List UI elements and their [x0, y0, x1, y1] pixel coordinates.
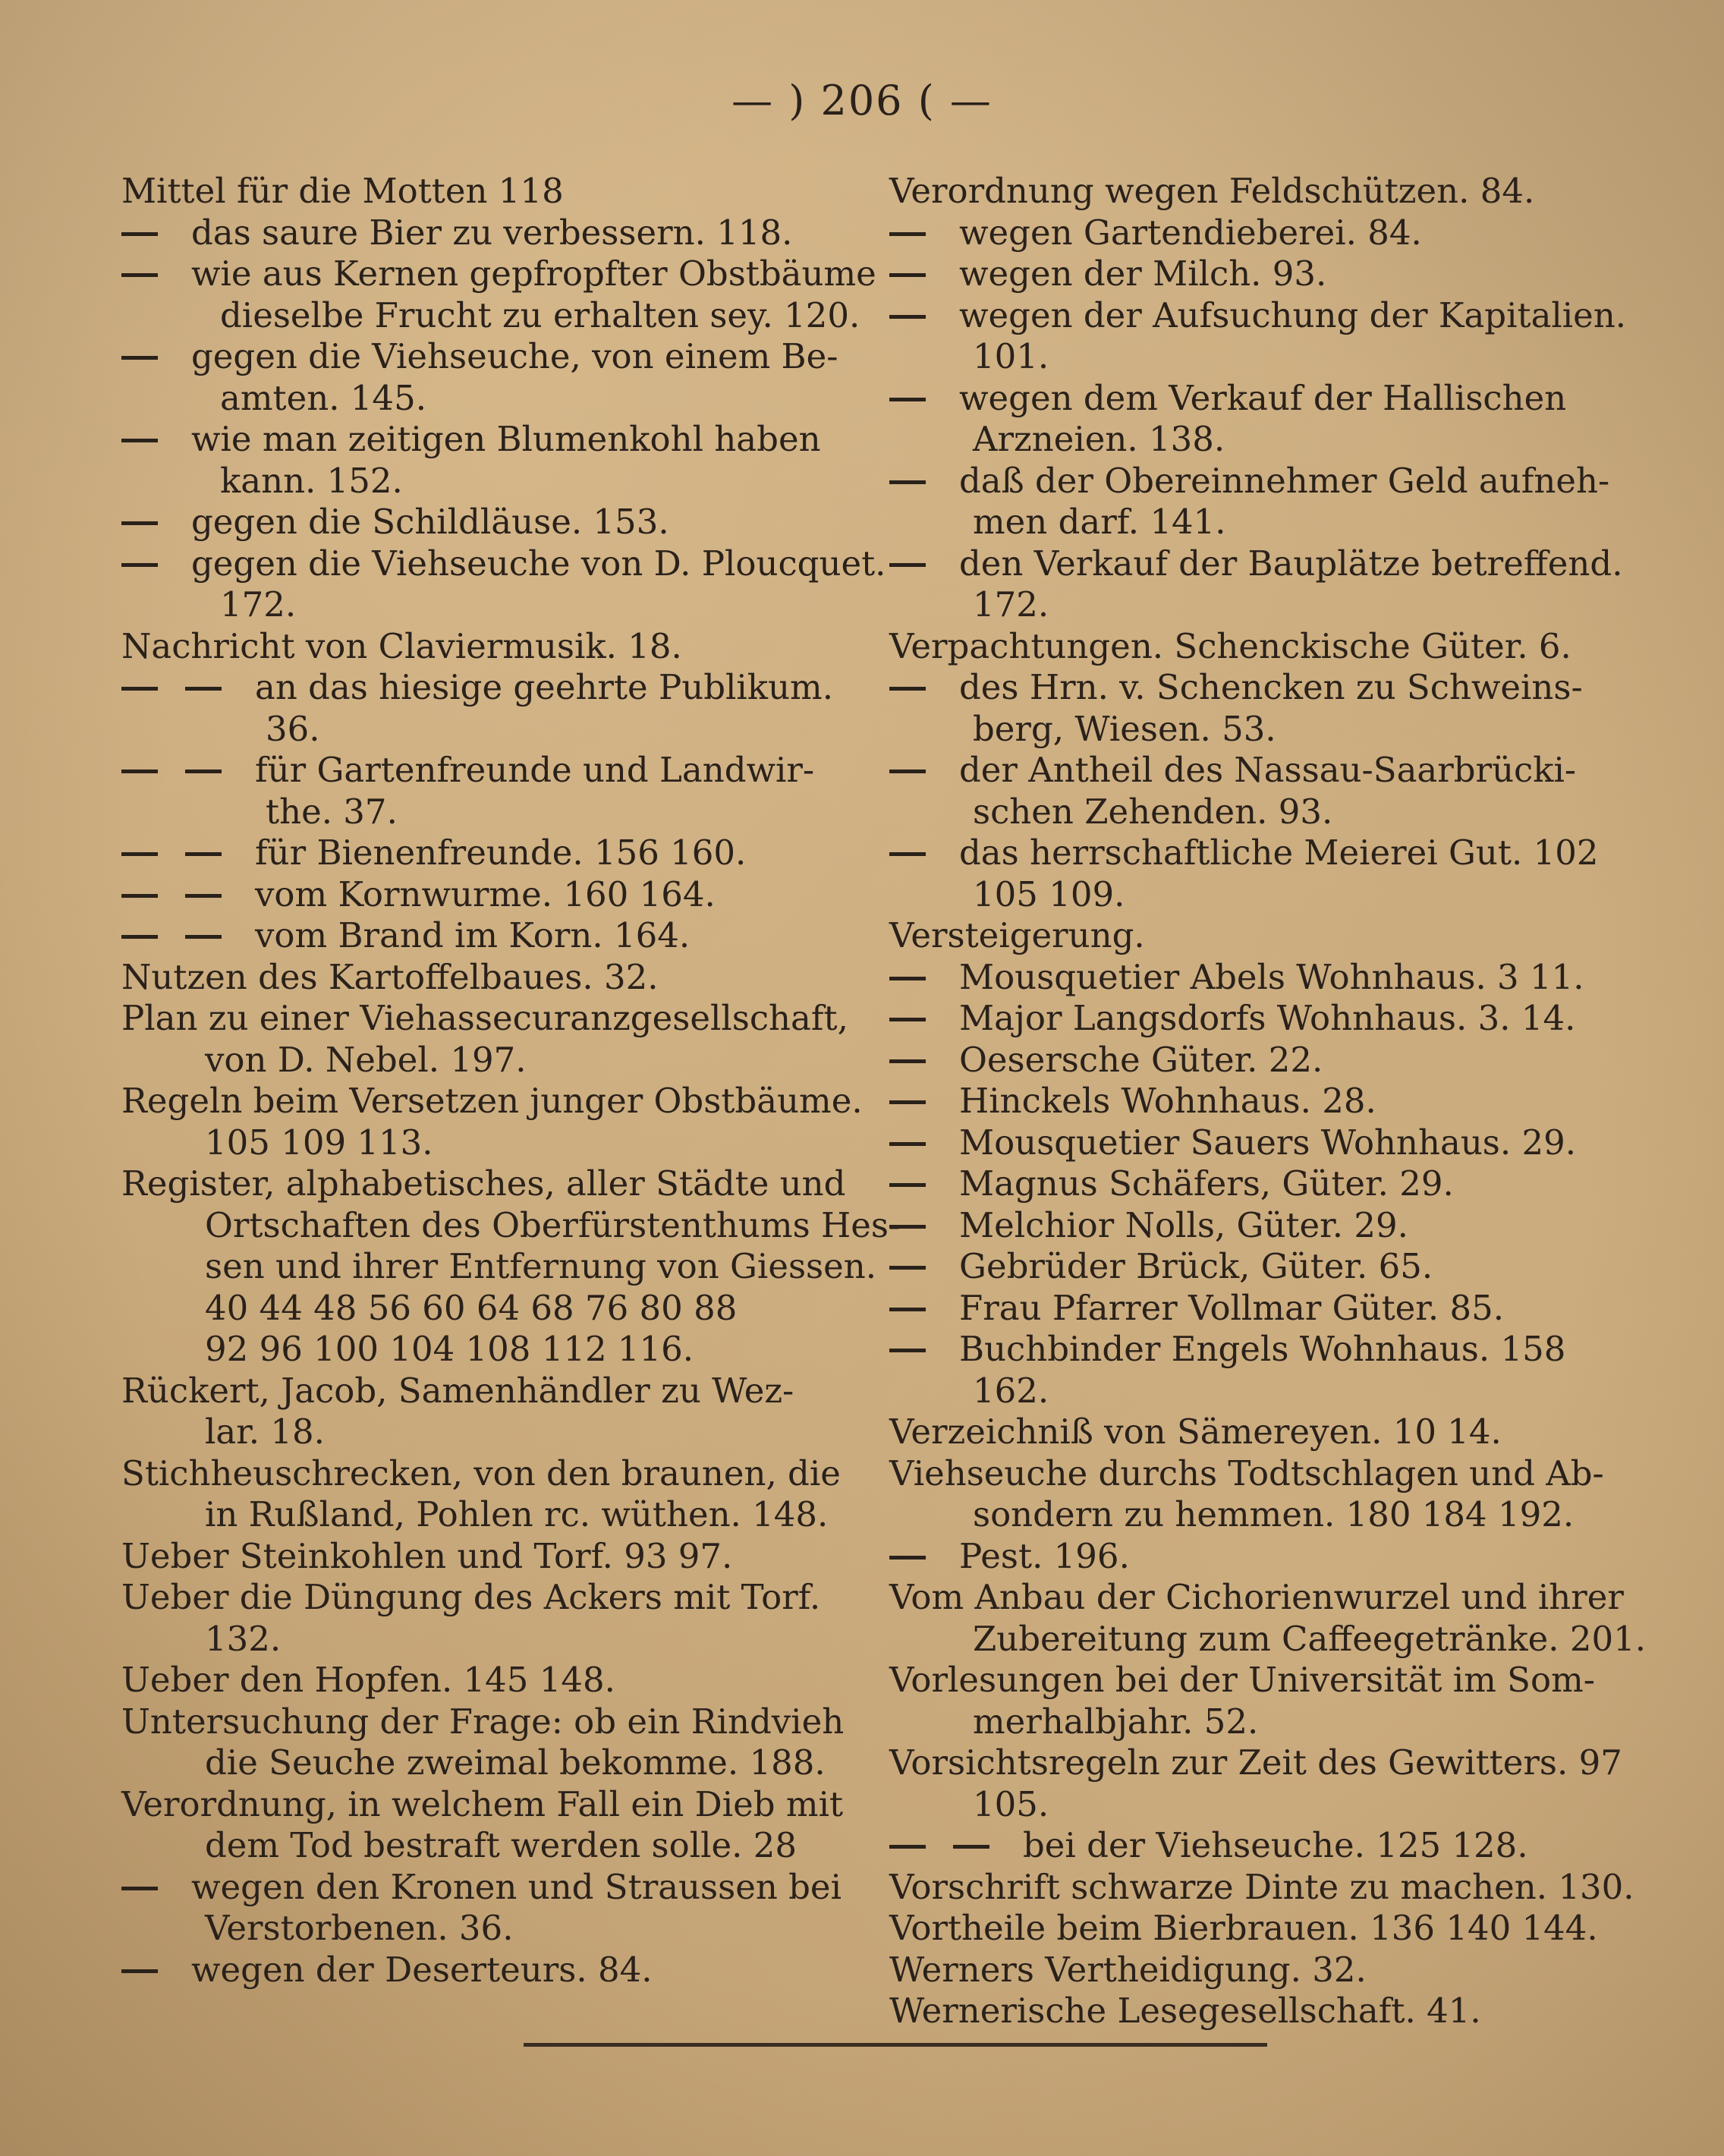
index-entry — [889, 915, 1618, 957]
index-entry-text: Verpachtungen. Schenckische Güter. 6. — [889, 625, 1571, 666]
index-entry-text: wie man zeitigen Blumenkohl haben — [191, 419, 821, 459]
index-entry — [121, 1329, 873, 1371]
index-entry-text: den Verkauf der Bauplätze betreffend. — [959, 543, 1623, 584]
ditto-dash — [889, 852, 926, 856]
index-entry — [889, 212, 1618, 254]
index-entry — [121, 253, 876, 295]
index-entry — [889, 171, 1618, 212]
index-entry-text: gegen die Viehseuche von D. Ploucquet. — [191, 543, 886, 584]
ditto-dash — [889, 1142, 926, 1146]
index-entry — [121, 295, 873, 337]
index-entry-text: Hinckels Wohnhaus. 28. — [959, 1081, 1376, 1121]
index-entry-text: Pest. 196. — [959, 1535, 1130, 1576]
index-entry — [889, 626, 1618, 668]
index-entry-text: 101. — [973, 336, 1049, 376]
index-entry — [121, 1536, 873, 1578]
ditto-dash — [121, 273, 158, 277]
ditto-dash — [121, 356, 158, 360]
index-entry — [889, 1412, 1618, 1453]
ditto-dash — [889, 1308, 926, 1311]
index-entry-text: sondern zu hemmen. 180 184 192. — [973, 1494, 1575, 1534]
index-entry-text: 132. — [205, 1618, 282, 1659]
index-entry-text: Buchbinder Engels Wohnhaus. 158 — [959, 1329, 1566, 1369]
index-entry — [121, 171, 873, 212]
index-entry-text: das herrschaftliche Meierei Gut. 102 — [959, 832, 1599, 873]
ditto-dash — [121, 232, 158, 236]
index-entry — [121, 874, 873, 916]
ditto-dash — [889, 273, 926, 277]
ditto-dash — [121, 439, 158, 442]
ditto-dash — [889, 1183, 926, 1187]
index-entry-text: in Rußland, Pohlen rc. wüthen. 148. — [205, 1494, 829, 1534]
index-entry — [121, 1825, 873, 1867]
index-entry — [121, 1371, 873, 1412]
index-entry — [121, 1122, 873, 1164]
index-entry-text: wegen der Deserteurs. 84. — [191, 1949, 653, 1990]
index-entry-text: Mousquetier Sauers Wohnhaus. 29. — [959, 1122, 1577, 1163]
index-entry-text: Versteigerung. — [889, 915, 1145, 955]
index-entry-text: Vom Anbau der Cichorienwurzel und ihrer — [889, 1577, 1624, 1617]
index-entry-text: wegen der Aufsuchung der Kapitalien. — [959, 294, 1627, 335]
index-entry — [889, 502, 1618, 543]
index-entry-text: Rückert, Jacob, Samenhändler zu Wez- — [121, 1370, 794, 1411]
ditto-dash — [889, 1349, 926, 1352]
index-entry-text: für Bienenfreunde. 156 160. — [255, 832, 747, 873]
index-entry-text: Register, alphabetisches, aller Städte und — [121, 1163, 846, 1204]
index-entry-text: von D. Nebel. 197. — [205, 1039, 527, 1080]
index-entry-text: wegen den Kronen und Straussen bei — [191, 1866, 842, 1907]
index-entry — [121, 1784, 873, 1826]
index-entry-text: lar. 18. — [205, 1412, 325, 1452]
ditto-dash — [889, 480, 926, 484]
ditto-dash — [889, 1266, 926, 1270]
index-entry — [889, 1040, 1618, 1081]
index-entry-text: berg, Wiesen. 53. — [973, 708, 1276, 749]
index-entry — [121, 378, 873, 420]
index-entry-text: 162. — [973, 1370, 1049, 1411]
index-entry — [889, 253, 1618, 295]
index-entry — [121, 1163, 873, 1205]
ditto-dash — [889, 315, 926, 319]
index-entry — [889, 1205, 1618, 1247]
index-entry — [121, 750, 873, 792]
index-entry-text: Verordnung, in welchem Fall ein Dieb mit — [121, 1783, 844, 1824]
index-entry — [889, 1122, 1618, 1164]
index-column-left — [121, 171, 901, 1991]
index-entry-text: Zubereitung zum Caffeegetränke. 201. — [973, 1618, 1647, 1659]
index-entry-text: des Hrn. v. Schencken zu Schweins- — [959, 667, 1583, 707]
index-entry — [889, 1701, 1618, 1743]
index-entry-text: the. 37. — [266, 791, 398, 832]
ditto-dash — [185, 770, 222, 773]
ditto-dash — [953, 1845, 989, 1849]
index-entry — [121, 1040, 873, 1081]
index-entry-text: Verzeichniß von Sämereyen. 10 14. — [889, 1412, 1502, 1452]
index-entry — [889, 1825, 1618, 1867]
ditto-dash — [185, 894, 222, 898]
index-entry — [889, 1081, 1618, 1122]
index-entry — [121, 1494, 873, 1536]
index-entry — [889, 1494, 1618, 1536]
index-entry-text: wegen Gartendieberei. 84. — [959, 212, 1422, 253]
index-entry-text: wegen dem Verkauf der Hallischen — [959, 377, 1567, 418]
index-entry-text: die Seuche zweimal bekomme. 188. — [205, 1742, 826, 1783]
index-entry — [889, 709, 1618, 751]
ditto-dash — [121, 852, 158, 856]
index-entry — [889, 1288, 1618, 1330]
index-entry — [889, 294, 1627, 337]
ditto-dash — [121, 563, 158, 567]
ditto-dash — [889, 1845, 926, 1849]
index-entry-text: das saure Bier zu verbessern. 118. — [191, 212, 793, 253]
index-entry-text: Verstorbenen. 36. — [205, 1908, 514, 1948]
index-entry-text: Ortschaften des Oberfürstenthums Hes- — [205, 1204, 901, 1245]
index-entry — [121, 1081, 873, 1122]
index-entry — [889, 957, 1618, 999]
ditto-dash — [185, 687, 222, 691]
index-entry — [121, 626, 873, 668]
index-entry-text: Vorschrift schwarze Dinte zu machen. 130. — [889, 1866, 1634, 1907]
index-entry — [889, 667, 1618, 709]
index-entry-text: men darf. 141. — [973, 502, 1226, 542]
index-entry-text: Mittel für die Motten 118 — [121, 171, 564, 211]
index-entry-text: Melchior Nolls, Güter. 29. — [959, 1204, 1408, 1245]
index-entry — [889, 336, 1618, 378]
ditto-dash — [185, 935, 222, 939]
index-entry — [121, 584, 873, 626]
index-entry-text: Untersuchung der Frage: ob ein Rindvieh — [121, 1701, 845, 1742]
index-entry-text: Arzneien. 138. — [973, 419, 1225, 459]
index-entry-text: 92 96 100 104 108 112 116. — [205, 1329, 694, 1369]
index-entry — [121, 915, 873, 957]
index-entry — [889, 1453, 1618, 1495]
index-entry-text: 36. — [266, 708, 320, 749]
index-entry-text: daß der Obereinnehmer Geld aufneh- — [959, 460, 1610, 501]
index-entry-text: 105 109. — [973, 873, 1125, 914]
index-entry — [889, 1950, 1618, 1991]
index-entry-text: Regeln beim Versetzen junger Obstbäume. — [121, 1081, 863, 1121]
index-entry-text: Magnus Schäfers, Güter. 29. — [959, 1163, 1454, 1204]
index-entry-text: Vorlesungen bei der Universität im Som- — [889, 1660, 1595, 1700]
index-entry-text: dem Tod bestraft werden solle. 28 — [205, 1825, 797, 1865]
index-entry — [121, 1619, 873, 1660]
index-entry — [889, 1866, 1634, 1909]
ditto-dash — [121, 521, 158, 525]
ditto-dash — [889, 687, 926, 691]
index-entry — [121, 1412, 873, 1453]
index-entry-text: 172. — [220, 584, 297, 625]
index-entry — [121, 1701, 873, 1743]
index-entry-text: Gebrüder Brück, Güter. 65. — [959, 1246, 1433, 1286]
index-entry — [889, 584, 1618, 626]
index-entry-text: Nachricht von Claviermusik. 18. — [121, 625, 682, 666]
index-entry-text: sen und ihrer Entfernung von Giessen. — [205, 1246, 877, 1286]
index-entry-text: Plan zu einer Viehassecuranzgesellschaft, — [121, 998, 848, 1038]
page-number: — ) 206 ( — — [731, 77, 993, 124]
index-entry — [121, 212, 873, 254]
ditto-dash — [889, 1556, 926, 1560]
ditto-dash — [889, 977, 926, 980]
ditto-dash — [121, 1969, 158, 1973]
index-entry-text: Vorsichtsregeln zur Zeit des Gewitters. 97 — [889, 1742, 1622, 1783]
ditto-dash — [889, 232, 926, 236]
index-entry-text: kann. 152. — [220, 460, 403, 501]
index-entry-text: wie aus Kernen gepfropfter Obstbäume — [191, 253, 876, 294]
index-entry-text: Werners Vertheidigung. 32. — [889, 1949, 1367, 1990]
ditto-dash — [889, 1018, 926, 1021]
index-entry — [121, 709, 873, 751]
index-entry — [889, 1991, 1618, 2032]
index-entry-text: der Antheil des Nassau-Saarbrücki- — [959, 750, 1577, 790]
index-entry-text: merhalbjahr. 52. — [973, 1701, 1259, 1742]
index-entry-text: Frau Pfarrer Vollmar Güter. 85. — [959, 1287, 1505, 1328]
index-entry-text: Viehseuche durchs Todtschlagen und Ab- — [889, 1453, 1604, 1493]
index-entry — [889, 1246, 1618, 1288]
index-entry-text: Ueber den Hopfen. 145 148. — [121, 1660, 615, 1700]
index-entry-text: Vortheile beim Bierbrauen. 136 140 144. — [889, 1908, 1598, 1948]
index-entry-text: 40 44 48 56 60 64 68 76 80 88 — [205, 1287, 738, 1328]
index-entry — [121, 792, 873, 833]
ditto-dash — [889, 1059, 926, 1063]
index-entry — [121, 1204, 901, 1247]
index-entry-text: 172. — [973, 584, 1049, 625]
index-entry — [121, 1577, 873, 1619]
index-entry-text: Ueber die Düngung des Ackers mit Torf. — [121, 1577, 821, 1617]
index-entry-text: vom Kornwurme. 160 164. — [255, 873, 716, 914]
index-entry — [889, 1163, 1618, 1205]
index-entry — [889, 419, 1618, 461]
index-entry-text: gegen die Viehseuche, von einem Be- — [191, 336, 838, 376]
index-entry-text: Mousquetier Abels Wohnhaus. 3 11. — [959, 956, 1584, 997]
index-entry — [889, 1371, 1618, 1412]
ditto-dash — [121, 935, 158, 939]
index-entry-text: 105 109 113. — [205, 1122, 433, 1163]
index-entry-text: Stichheuschrecken, von den braunen, die — [121, 1453, 841, 1493]
ditto-dash — [121, 1887, 158, 1890]
index-entry — [889, 1618, 1647, 1660]
index-entry — [889, 461, 1618, 502]
index-entry — [889, 1742, 1622, 1784]
index-entry — [889, 874, 1618, 916]
index-entry — [121, 543, 886, 585]
ditto-dash — [185, 852, 222, 856]
index-entry-text: für Gartenfreunde und Landwir- — [255, 750, 815, 790]
index-entry-text: an das hiesige geehrte Publikum. — [255, 667, 834, 707]
index-entry — [121, 1867, 873, 1909]
index-entry — [121, 336, 873, 378]
index-entry — [121, 1950, 873, 1991]
index-entry — [121, 998, 873, 1040]
index-entry-text: bei der Viehseuche. 125 128. — [1023, 1825, 1528, 1865]
index-entry-text: gegen die Schildläuse. 153. — [191, 502, 669, 542]
index-entry — [121, 1246, 877, 1288]
index-entry-text: Ueber Steinkohlen und Torf. 93 97. — [121, 1535, 733, 1576]
index-entry — [121, 667, 873, 709]
index-entry — [889, 832, 1618, 874]
index-entry — [889, 1329, 1618, 1371]
index-entry — [889, 998, 1618, 1040]
index-entry-text: Nutzen des Kartoffelbaues. 32. — [121, 956, 659, 997]
ditto-dash — [889, 1225, 926, 1229]
index-entry-text: Wernerische Lesegesellschaft. 41. — [889, 1991, 1481, 2031]
index-entry-text: vom Brand im Korn. 164. — [255, 915, 691, 955]
index-entry — [889, 1577, 1624, 1619]
index-entry-text: schen Zehenden. 93. — [973, 791, 1333, 832]
index-entry — [889, 1660, 1618, 1701]
ditto-dash — [889, 770, 926, 773]
index-entry-text: Major Langsdorfs Wohnhaus. 3. 14. — [959, 998, 1576, 1038]
index-entry-text: dieselbe Frucht zu erhalten sey. 120. — [220, 294, 860, 335]
index-column-right — [889, 171, 1647, 2032]
index-entry — [121, 502, 873, 543]
index-entry — [889, 750, 1618, 792]
index-entry — [121, 461, 873, 502]
index-entry — [889, 378, 1618, 420]
index-entry — [121, 1288, 873, 1330]
index-entry — [889, 543, 1623, 585]
index-entry-text: wegen der Milch. 93. — [959, 253, 1327, 294]
ditto-dash — [121, 687, 158, 691]
ditto-dash — [889, 1100, 926, 1104]
index-entry — [889, 792, 1618, 833]
index-entry — [121, 1742, 873, 1784]
index-entry — [889, 1536, 1618, 1578]
index-entry-text: amten. 145. — [220, 377, 426, 418]
ditto-dash — [889, 398, 926, 401]
index-entry — [121, 1908, 873, 1950]
footer-rule — [524, 2043, 1267, 2047]
index-entry-text: 105. — [973, 1783, 1049, 1824]
ditto-dash — [121, 894, 158, 898]
index-entry — [121, 1453, 873, 1495]
ditto-dash — [889, 563, 926, 567]
index-entry-text: Oesersche Güter. 22. — [959, 1039, 1323, 1080]
index-entry-text: Verordnung wegen Feldschützen. 84. — [889, 171, 1535, 211]
ditto-dash — [121, 770, 158, 773]
index-entry — [889, 1908, 1618, 1950]
index-entry — [121, 957, 873, 999]
index-entry — [121, 1660, 873, 1701]
index-entry — [889, 1784, 1618, 1826]
index-entry — [121, 832, 873, 874]
index-entry — [121, 419, 873, 461]
